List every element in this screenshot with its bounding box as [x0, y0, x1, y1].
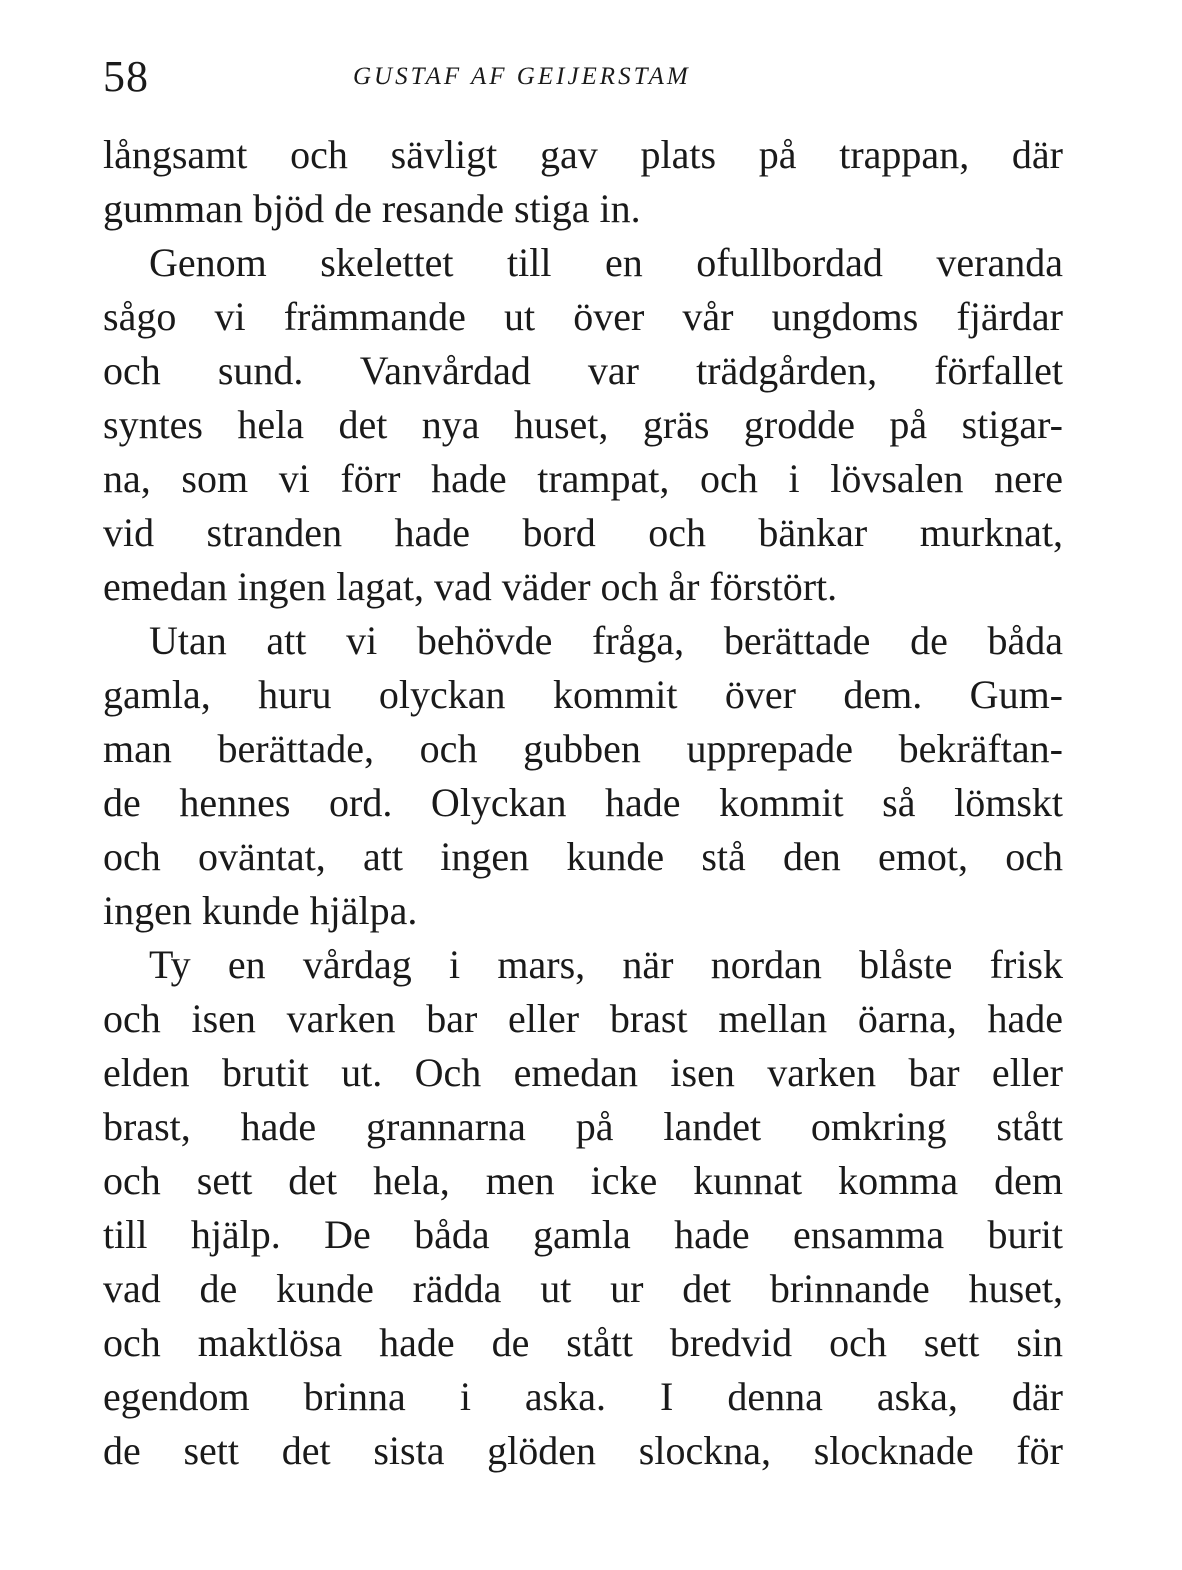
text-line: man berättade, och gubben upprepade bekräftan-	[103, 726, 1063, 771]
text-line: syntes hela det nya huset, gräs grodde på stigar-	[103, 402, 1063, 447]
text-line: och sett det hela, men icke kunnat komma dem	[103, 1158, 1063, 1203]
text-line: emedan ingen lagat, vad väder och år förstört.	[103, 564, 838, 609]
text-line: och oväntat, att ingen kunde stå den emot, och	[103, 834, 1063, 879]
text-line: långsamt och sävligt gav plats på trappan, där	[103, 132, 1063, 177]
text-line: egendom brinna i aska. I denna aska, där	[103, 1374, 1063, 1419]
text-line: till hjälp. De båda gamla hade ensamma burit	[103, 1212, 1063, 1257]
text-line: brast, hade grannarna på landet omkring stått	[103, 1104, 1063, 1149]
text-line: vid stranden hade bord och bänkar murknat,	[103, 510, 1063, 555]
text-line: vad de kunde rädda ut ur det brinnande huset,	[103, 1266, 1063, 1311]
text-line: ingen kunde hjälpa.	[103, 888, 418, 933]
page-header	[103, 52, 1063, 102]
text-line: Ty en vårdag i mars, när nordan blåste frisk	[149, 942, 1063, 987]
running-head: GUSTAF AF GEIJERSTAM	[353, 63, 691, 90]
text-line: Genom skelettet till en ofullbordad veranda	[149, 240, 1063, 285]
text-line: och isen varken bar eller brast mellan öarna, hade	[103, 996, 1063, 1041]
text-line: sågo vi främmande ut över vår ungdoms fjärdar	[103, 294, 1063, 339]
text-line: Utan att vi behövde fråga, berättade de båda	[149, 618, 1063, 663]
text-line: de sett det sista glöden slockna, slocknade för	[103, 1428, 1063, 1473]
text-line: na, som vi förr hade trampat, och i lövsalen nere	[103, 456, 1063, 501]
text-line: gumman bjöd de resande stiga in.	[103, 186, 641, 231]
text-line: de hennes ord. Olyckan hade kommit så lömskt	[103, 780, 1063, 825]
text-line: gamla, huru olyckan kommit över dem. Gum-	[103, 672, 1063, 717]
text-line: elden brutit ut. Och emedan isen varken bar eller	[103, 1050, 1063, 1095]
text-line: och maktlösa hade de stått bredvid och sett sin	[103, 1320, 1063, 1365]
body-text	[103, 128, 1063, 1478]
page-number: 58	[103, 52, 149, 101]
text-line: och sund. Vanvårdad var trädgården, förfallet	[103, 348, 1063, 393]
